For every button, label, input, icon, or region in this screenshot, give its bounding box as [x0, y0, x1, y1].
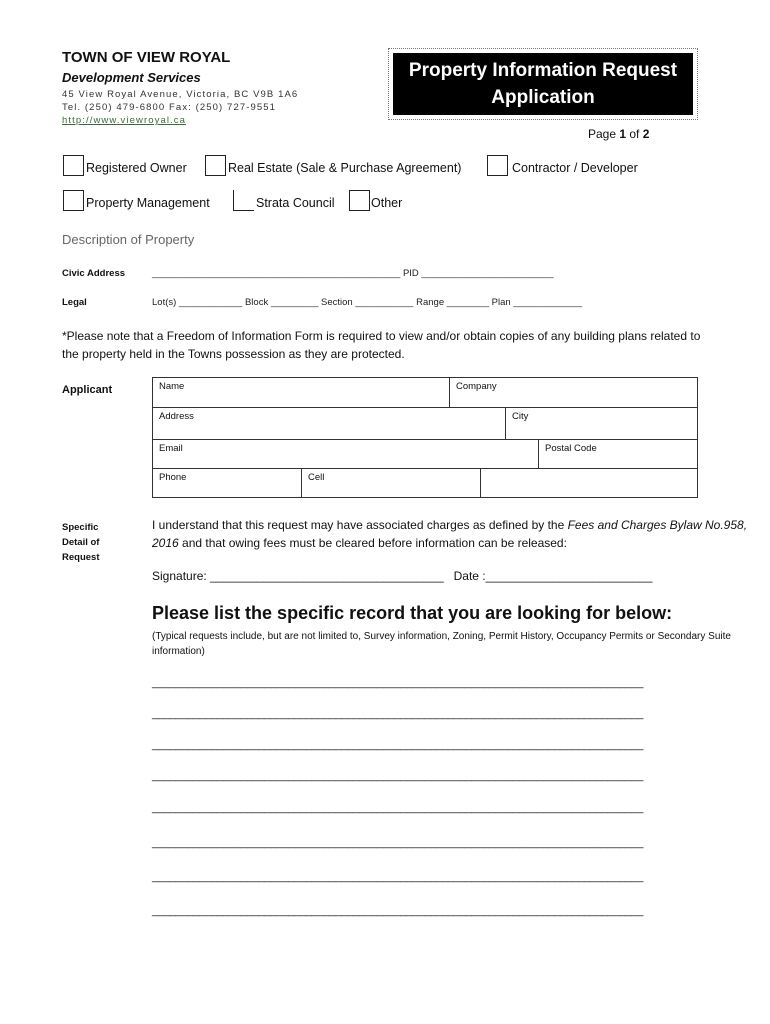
city-label: City — [512, 411, 529, 422]
postal-code-field[interactable] — [538, 439, 698, 469]
specific-label-line-3: Request — [62, 552, 100, 563]
email-label: Email — [159, 443, 183, 454]
website-link[interactable]: http://www.viewroyal.ca — [62, 115, 187, 126]
ack-part-c: and that owing fees must be cleared before information can be released: — [178, 536, 567, 550]
civic-address-label: Civic Address — [62, 268, 126, 279]
civic-address-field[interactable]: _______________________________________________ PID _________________________ — [152, 268, 554, 279]
contractor-checkbox[interactable] — [487, 155, 508, 176]
record-line[interactable]: ___________________________________________________________________________________ — [152, 739, 644, 751]
other-label: Other — [371, 196, 403, 210]
foi-notice: *Please note that a Freedom of Information Form is required to view and/or obtain copies of any building plans related to the property held in the Towns possession as they are protected. — [62, 329, 701, 361]
property-management-label: Property Management — [86, 196, 210, 210]
property-section-title: Description of Property — [62, 232, 195, 247]
title-line-1: Property Information Request — [408, 60, 678, 81]
record-line[interactable]: ___________________________________________________________________________________ — [152, 677, 644, 689]
address-field[interactable] — [152, 407, 506, 440]
legal-label: Legal — [62, 297, 87, 308]
address-label: Address — [159, 411, 194, 422]
company-field[interactable] — [449, 377, 698, 408]
records-heading: Please list the specific record that you are looking for below: — [152, 603, 673, 623]
property-management-checkbox[interactable] — [63, 190, 84, 211]
cell-label: Cell — [308, 472, 325, 483]
record-line[interactable]: ___________________________________________________________________________________ — [152, 905, 644, 917]
postal-code-label: Postal Code — [545, 443, 597, 454]
name-label: Name — [159, 381, 185, 392]
company-label: Company — [456, 381, 497, 392]
strata-council-label: Strata Council — [256, 196, 335, 210]
page-total: 2 — [642, 127, 650, 141]
bylaw-reference: Fees and Charges Bylaw No.958, 2016 — [152, 518, 748, 550]
cell-field[interactable] — [301, 468, 481, 498]
form-title-box — [388, 48, 698, 120]
applicant-label: Applicant — [62, 384, 113, 396]
registered-owner-label: Registered Owner — [86, 161, 187, 175]
address-text: 45 View Royal Avenue, Victoria, BC V9B 1A6 — [62, 89, 299, 100]
page-of: of — [626, 127, 643, 141]
real-estate-checkbox[interactable] — [205, 155, 226, 176]
tel-fax-text: Tel. (250) 479-6800 Fax: (250) 727-9551 — [62, 102, 277, 113]
charges-acknowledgement — [152, 516, 752, 552]
contact-block — [62, 88, 298, 127]
contractor-label: Contractor / Developer — [512, 161, 638, 175]
org-name: TOWN OF VIEW ROYAL — [62, 49, 231, 66]
ack-part-a: I understand that this request may have associated charges as defined by the — [152, 518, 568, 532]
phone-label: Phone — [159, 472, 187, 483]
department-name: Development Services — [62, 70, 201, 85]
record-line[interactable]: ___________________________________________________________________________________ — [152, 802, 644, 814]
page-prefix: Page — [588, 127, 620, 141]
records-subtext: (Typical requests include, but are not limited to, Survey information, Zoning, Permit History, Occupancy Permits or Secondary Suite information) — [152, 631, 731, 657]
signature-date-line[interactable]: Signature: ___________________________________ Date :_________________________ — [152, 569, 653, 583]
city-field[interactable] — [505, 407, 698, 440]
email-field[interactable] — [152, 439, 539, 469]
record-line[interactable]: ___________________________________________________________________________________ — [152, 708, 644, 720]
extra-field[interactable] — [480, 468, 698, 498]
specific-label-line-1: Specific — [62, 522, 99, 533]
page-current: 1 — [619, 127, 627, 141]
strata-council-checkbox[interactable] — [233, 190, 254, 211]
specific-detail-label — [62, 520, 99, 565]
real-estate-label: Real Estate (Sale & Purchase Agreement) — [228, 161, 462, 175]
record-line[interactable]: ___________________________________________________________________________________ — [152, 871, 644, 883]
legal-field[interactable]: Lot(s) ____________ Block _________ Section ___________ Range ________ Plan _____________ — [152, 297, 582, 308]
name-field[interactable] — [152, 377, 450, 408]
record-line[interactable]: ___________________________________________________________________________________ — [152, 837, 644, 849]
other-checkbox[interactable] — [349, 190, 370, 211]
specific-label-line-2: Detail of — [62, 537, 100, 548]
record-line[interactable]: ___________________________________________________________________________________ — [152, 770, 644, 782]
page-number — [588, 127, 649, 141]
form-title — [393, 53, 693, 115]
phone-field[interactable] — [152, 468, 302, 498]
title-line-2: Application — [491, 87, 595, 108]
registered-owner-checkbox[interactable] — [63, 155, 84, 176]
